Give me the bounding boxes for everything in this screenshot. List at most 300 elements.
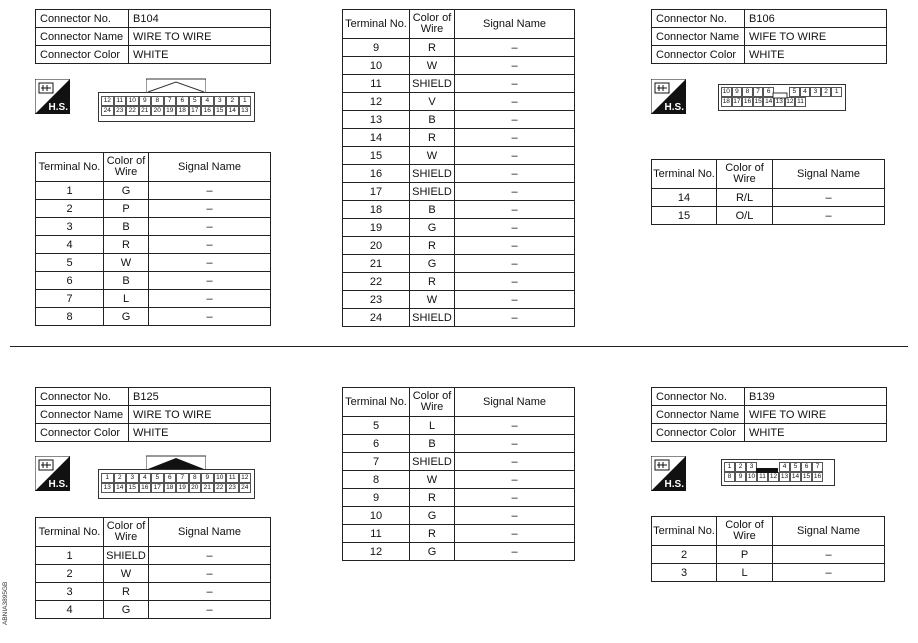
wire-color-cell: R [410, 273, 455, 291]
terminal-no-cell: 5 [343, 417, 410, 435]
hs-badge-text: H.S. [664, 102, 684, 113]
connector-pin: 11 [114, 96, 127, 106]
signal-name-cell: – [149, 272, 271, 290]
terminal-no-cell: 3 [36, 218, 104, 236]
connector-pin: 7 [753, 87, 764, 97]
wire-color-cell: V [410, 93, 455, 111]
label-connector-color: Connector Color [652, 46, 745, 64]
connector-pin: 21 [139, 106, 152, 116]
connector-pin: 2 [735, 462, 746, 472]
signal-name-cell: – [455, 183, 575, 201]
connector-pin: 16 [139, 483, 152, 493]
connector-pin: 3 [214, 96, 227, 106]
terminal-no-cell: 3 [652, 564, 717, 582]
signal-name-cell: – [149, 565, 271, 583]
terminal-no-cell: 16 [343, 165, 410, 183]
wire-color-cell: L [717, 564, 773, 582]
connector-pin: 9 [139, 96, 152, 106]
table-row [36, 182, 271, 200]
table-row [343, 435, 575, 453]
wire-color-cell: B [104, 272, 149, 290]
signal-name-cell: – [455, 147, 575, 165]
table-row [343, 309, 575, 327]
signal-name-cell: – [455, 39, 575, 57]
label-connector-color: Connector Color [652, 424, 745, 442]
connector-pin: 5 [790, 462, 801, 472]
wire-color-cell: SHIELD [410, 309, 455, 327]
terminal-no-cell: 11 [343, 525, 410, 543]
signal-name-cell: – [455, 201, 575, 219]
connector-pin: 12 [786, 98, 794, 105]
wire-color-cell: R [410, 39, 455, 57]
signal-name-cell: – [455, 507, 575, 525]
wire-color-cell: R/L [717, 189, 773, 207]
connector-pin: 8 [151, 96, 164, 106]
section-divider [10, 346, 908, 347]
terminal-table-b104 [35, 152, 271, 326]
terminal-no-cell: 18 [343, 201, 410, 219]
connector-pin: 13 [775, 98, 783, 105]
wire-color-cell: W [410, 291, 455, 309]
table-row [343, 129, 575, 147]
wire-color-cell: R [410, 489, 455, 507]
harness-side-icon [35, 456, 70, 491]
wire-color-cell: W [410, 147, 455, 165]
wire-color-cell: W [410, 57, 455, 75]
signal-name-cell: – [149, 601, 271, 619]
wire-color-cell: SHIELD [410, 183, 455, 201]
harness-side-icon [651, 456, 686, 491]
hs-badge-text: H.S. [664, 479, 684, 490]
terminal-no-cell: 1 [36, 547, 104, 565]
label-connector-no: Connector No. [652, 10, 745, 28]
connector-pin: 4 [779, 462, 790, 472]
connector-no-value: B139 [745, 388, 887, 406]
terminal-no-cell: 22 [343, 273, 410, 291]
connector-pin: 14 [226, 106, 239, 116]
table-row [652, 546, 885, 564]
connector-pin: 14 [114, 483, 127, 493]
connector-info-b125 [35, 387, 271, 442]
terminal-no-cell: 7 [36, 290, 104, 308]
terminal-no-cell: 21 [343, 255, 410, 273]
table-row [343, 57, 575, 75]
signal-name-cell: – [455, 75, 575, 93]
wire-color-cell: W [410, 471, 455, 489]
terminal-no-cell: 11 [343, 75, 410, 93]
table-row [343, 273, 575, 291]
terminal-no-cell: 3 [36, 583, 104, 601]
connector-pin: 23 [226, 483, 239, 493]
wire-color-cell: O/L [717, 207, 773, 225]
connector-pin: 10 [214, 473, 227, 483]
terminal-no-cell: 12 [343, 543, 410, 561]
connector-pin: 3 [810, 87, 821, 97]
connector-pin: 13 [101, 483, 114, 493]
signal-name-cell: – [455, 291, 575, 309]
connector-pin: 16 [813, 473, 822, 480]
wire-color-cell: L [410, 417, 455, 435]
signal-name-cell: – [149, 218, 271, 236]
connector-pin: 4 [139, 473, 152, 483]
connector-pin: 14 [765, 98, 773, 105]
terminal-no-cell: 5 [36, 254, 104, 272]
signal-name-cell: – [455, 111, 575, 129]
connector-pin: 1 [239, 96, 252, 106]
header-terminal-no: Terminal No. [36, 518, 104, 547]
header-terminal-no: Terminal No. [343, 388, 410, 417]
header-color-of-wire: Color of Wire [104, 153, 149, 182]
terminal-no-cell: 9 [343, 489, 410, 507]
terminal-no-cell: 19 [343, 219, 410, 237]
table-row [343, 111, 575, 129]
table-row [343, 219, 575, 237]
signal-name-cell: – [149, 200, 271, 218]
connector-face-b125 [98, 455, 253, 499]
table-row [343, 147, 575, 165]
connector-pin: 19 [164, 106, 177, 116]
terminal-no-cell: 15 [343, 147, 410, 165]
table-row [36, 290, 271, 308]
connector-name-value: WIRE TO WIRE [129, 406, 271, 424]
connector-name-value: WIFE TO WIRE [745, 28, 887, 46]
table-row [36, 308, 271, 326]
connector-face-b106 [718, 80, 844, 110]
header-terminal-no: Terminal No. [652, 160, 717, 189]
table-row [36, 601, 271, 619]
connector-pin: 12 [769, 473, 778, 480]
connector-pin: 19 [176, 483, 189, 493]
connector-pin: 5 [151, 473, 164, 483]
wire-color-cell: R [410, 525, 455, 543]
terminal-no-cell: 2 [36, 200, 104, 218]
connector-pin: 5 [789, 87, 800, 97]
signal-name-cell: – [455, 471, 575, 489]
label-connector-no: Connector No. [36, 388, 129, 406]
wire-color-cell: G [410, 219, 455, 237]
label-connector-name: Connector Name [652, 28, 745, 46]
connector-pin: 16 [201, 106, 214, 116]
table-row [343, 507, 575, 525]
wire-color-cell: B [410, 111, 455, 129]
connector-pin: 12 [239, 473, 252, 483]
connector-pin: 21 [201, 483, 214, 493]
table-row [343, 453, 575, 471]
header-color-of-wire: Color of Wire [104, 518, 149, 547]
label-connector-name: Connector Name [36, 406, 129, 424]
header-signal-name: Signal Name [773, 160, 885, 189]
wire-color-cell: R [104, 236, 149, 254]
wire-color-cell: R [410, 237, 455, 255]
terminal-no-cell: 24 [343, 309, 410, 327]
header-signal-name: Signal Name [455, 10, 575, 39]
table-row [343, 417, 575, 435]
table-row [343, 489, 575, 507]
header-terminal-no: Terminal No. [652, 517, 717, 546]
signal-name-cell: – [455, 273, 575, 291]
signal-name-cell: – [149, 547, 271, 565]
connector-info-b104 [35, 9, 271, 64]
connector-pin: 11 [797, 98, 804, 105]
signal-name-cell: – [455, 525, 575, 543]
wire-color-cell: G [410, 543, 455, 561]
connector-pin: 11 [757, 472, 768, 482]
header-color-of-wire: Color of Wire [717, 160, 773, 189]
table-row [652, 189, 885, 207]
table-row [343, 93, 575, 111]
wire-color-cell: G [410, 507, 455, 525]
connector-pin: 9 [201, 473, 214, 483]
connector-pin: 6 [176, 96, 189, 106]
connector-pin: 7 [164, 96, 177, 106]
terminal-no-cell: 2 [652, 546, 717, 564]
signal-name-cell: – [455, 93, 575, 111]
header-signal-name: Signal Name [455, 388, 575, 417]
connector-pin: 16 [743, 98, 752, 105]
connector-pin: 14 [791, 473, 800, 480]
connector-pin: 8 [189, 473, 202, 483]
connector-pin: 7 [176, 473, 189, 483]
connector-pin: 6 [763, 87, 774, 97]
terminal-table-b125-continued [342, 387, 575, 561]
terminal-no-cell: 7 [343, 453, 410, 471]
connector-pin: 20 [151, 106, 164, 116]
connector-pin: 13 [239, 106, 252, 116]
terminal-no-cell: 4 [36, 236, 104, 254]
connector-name-value: WIRE TO WIRE [129, 28, 271, 46]
header-color-of-wire: Color of Wire [410, 10, 455, 39]
terminal-no-cell: 15 [652, 207, 717, 225]
connector-info-b106 [651, 9, 887, 64]
terminal-table-b139 [651, 516, 885, 582]
terminal-no-cell: 4 [36, 601, 104, 619]
connector-pin: 2 [226, 96, 239, 106]
connector-pin: 18 [176, 106, 189, 116]
table-row [36, 583, 271, 601]
terminal-no-cell: 23 [343, 291, 410, 309]
terminal-no-cell: 20 [343, 237, 410, 255]
connector-lock-tab [146, 78, 206, 99]
terminal-no-cell: 8 [343, 471, 410, 489]
connector-no-value: B125 [129, 388, 271, 406]
table-row [343, 471, 575, 489]
connector-pin: 15 [214, 106, 227, 116]
wire-color-cell: SHIELD [104, 547, 149, 565]
table-row [343, 525, 575, 543]
hs-badge-text: H.S. [48, 479, 68, 490]
signal-name-cell: – [455, 237, 575, 255]
connector-pin: 10 [126, 96, 139, 106]
connector-info-b139 [651, 387, 887, 442]
connector-pin: 24 [101, 106, 114, 116]
connector-pin: 4 [800, 87, 811, 97]
wire-color-cell: W [104, 565, 149, 583]
table-row [343, 237, 575, 255]
connector-color-value: WHITE [745, 424, 887, 442]
connector-pin: 6 [164, 473, 177, 483]
label-connector-color: Connector Color [36, 424, 129, 442]
header-signal-name: Signal Name [773, 517, 885, 546]
connector-color-value: WHITE [129, 424, 271, 442]
connector-pin: 2 [114, 473, 127, 483]
signal-name-cell: – [149, 308, 271, 326]
connector-pin: 4 [201, 96, 214, 106]
connector-no-value: B106 [745, 10, 887, 28]
connector-pin: 3 [126, 473, 139, 483]
label-connector-name: Connector Name [36, 28, 129, 46]
header-signal-name: Signal Name [149, 153, 271, 182]
connector-pin: 15 [126, 483, 139, 493]
wire-color-cell: B [104, 218, 149, 236]
connector-pin: 9 [735, 472, 746, 482]
connector-lock-tab [146, 455, 206, 476]
connector-lock-tab [756, 462, 778, 480]
signal-name-cell: – [773, 546, 885, 564]
table-row [36, 236, 271, 254]
header-color-of-wire: Color of Wire [717, 517, 773, 546]
table-row [36, 254, 271, 272]
wire-color-cell: SHIELD [410, 165, 455, 183]
signal-name-cell: – [455, 57, 575, 75]
connector-pin: 1 [724, 462, 735, 472]
connector-face-b104 [98, 78, 253, 122]
terminal-no-cell: 8 [36, 308, 104, 326]
connector-pin: 13 [780, 473, 789, 480]
terminal-no-cell: 10 [343, 507, 410, 525]
signal-name-cell: – [773, 189, 885, 207]
table-row [343, 75, 575, 93]
connector-pin: 6 [801, 462, 812, 472]
wire-color-cell: L [104, 290, 149, 308]
table-row [343, 201, 575, 219]
table-row [343, 543, 575, 561]
terminal-no-cell: 14 [343, 129, 410, 147]
terminal-table-b106 [651, 159, 885, 225]
signal-name-cell: – [149, 583, 271, 601]
header-terminal-no: Terminal No. [343, 10, 410, 39]
wire-color-cell: G [104, 601, 149, 619]
hs-badge-text: H.S. [48, 102, 68, 113]
connector-pin: 10 [722, 88, 730, 95]
connector-face-b139 [721, 456, 833, 486]
label-connector-no: Connector No. [36, 10, 129, 28]
connector-pin: 7 [812, 462, 823, 472]
connector-pin: 10 [747, 473, 756, 480]
wire-color-cell: G [104, 308, 149, 326]
connector-color-value: WHITE [129, 46, 271, 64]
terminal-no-cell: 13 [343, 111, 410, 129]
table-row [36, 547, 271, 565]
connector-color-value: WHITE [745, 46, 887, 64]
wire-color-cell: R [410, 129, 455, 147]
table-row [36, 218, 271, 236]
signal-name-cell: – [149, 182, 271, 200]
connector-name-value: WIFE TO WIRE [745, 406, 887, 424]
table-row [343, 39, 575, 57]
connector-pin: 15 [802, 473, 811, 480]
signal-name-cell: – [455, 489, 575, 507]
connector-pin: 23 [114, 106, 127, 116]
harness-side-icon [35, 79, 70, 114]
table-row [343, 291, 575, 309]
wire-color-cell: B [410, 201, 455, 219]
table-row [652, 564, 885, 582]
signal-name-cell: – [773, 207, 885, 225]
signal-name-cell: – [455, 453, 575, 471]
connector-pin: 17 [189, 106, 202, 116]
connector-pin: 1 [101, 473, 114, 483]
terminal-table-b125 [35, 517, 271, 619]
connector-pin: 18 [164, 483, 177, 493]
label-connector-color: Connector Color [36, 46, 129, 64]
terminal-table-b104-continued [342, 9, 575, 327]
table-row [343, 165, 575, 183]
connector-pin: 2 [821, 87, 832, 97]
table-row [343, 255, 575, 273]
table-row [343, 183, 575, 201]
table-row [652, 207, 885, 225]
signal-name-cell: – [455, 129, 575, 147]
wire-color-cell: R [104, 583, 149, 601]
terminal-no-cell: 17 [343, 183, 410, 201]
terminal-no-cell: 6 [343, 435, 410, 453]
terminal-no-cell: 2 [36, 565, 104, 583]
signal-name-cell: – [455, 435, 575, 453]
terminal-no-cell: 10 [343, 57, 410, 75]
connector-pin: 17 [733, 98, 741, 105]
signal-name-cell: – [455, 543, 575, 561]
wire-color-cell: SHIELD [410, 75, 455, 93]
connector-pin: 18 [722, 98, 730, 105]
terminal-no-cell: 14 [652, 189, 717, 207]
wire-color-cell: P [717, 546, 773, 564]
connector-housing [721, 459, 835, 486]
connector-pin: 5 [189, 96, 202, 106]
connector-pin: 15 [754, 98, 762, 105]
table-row [36, 272, 271, 290]
connector-pin: 8 [742, 87, 753, 97]
wire-color-cell: P [104, 200, 149, 218]
table-row [36, 200, 271, 218]
connector-pin: 3 [746, 462, 757, 472]
wire-color-cell: SHIELD [410, 453, 455, 471]
signal-name-cell: – [455, 309, 575, 327]
figure-code: ABNIA3895GB [2, 581, 9, 625]
connector-lock-tab [772, 87, 788, 105]
terminal-no-cell: 1 [36, 182, 104, 200]
wire-color-cell: G [104, 182, 149, 200]
signal-name-cell: – [455, 219, 575, 237]
connector-pin: 22 [214, 483, 227, 493]
connector-pin: 1 [831, 87, 842, 97]
connector-pin: 22 [126, 106, 139, 116]
wire-color-cell: G [410, 255, 455, 273]
connector-pin: 9 [732, 87, 743, 97]
signal-name-cell: – [149, 236, 271, 254]
signal-name-cell: – [149, 290, 271, 308]
header-color-of-wire: Color of Wire [410, 388, 455, 417]
wire-color-cell: W [104, 254, 149, 272]
signal-name-cell: – [149, 254, 271, 272]
label-connector-no: Connector No. [652, 388, 745, 406]
terminal-no-cell: 9 [343, 39, 410, 57]
connector-no-value: B104 [129, 10, 271, 28]
harness-side-icon [651, 79, 686, 114]
wire-color-cell: B [410, 435, 455, 453]
signal-name-cell: – [455, 417, 575, 435]
terminal-no-cell: 12 [343, 93, 410, 111]
connector-pin: 20 [189, 483, 202, 493]
